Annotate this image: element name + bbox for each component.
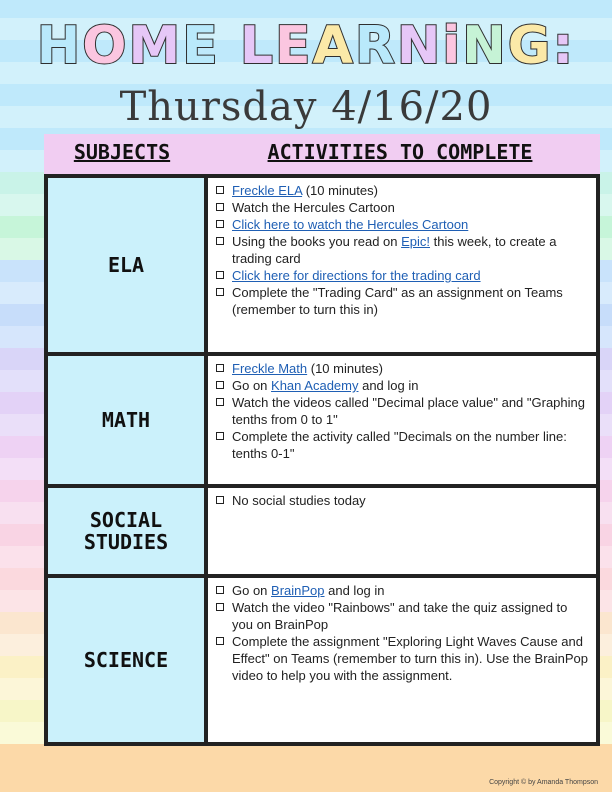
activity-item [216,199,588,216]
subject-cell [48,178,204,352]
page-subtitle-date: Thursday 4/16/20 [119,84,493,130]
activities-cell [208,578,596,742]
subject-label: SOCIAL STUDIES [83,508,169,554]
activity-link[interactable]: Freckle ELA [232,183,303,198]
activity-text: Complete the activity called "Decimals on the number line: tenths 0-1" [232,429,567,461]
activity-text: Complete the assignment "Exploring Light Waves Cause and Effect" on Teams (remember to turn this in). Use the BrainPop video to help you with the assignment. [232,634,589,683]
checkbox-icon[interactable] [216,637,224,645]
activity-text: and log in [358,378,419,393]
activity-text: Complete the "Trading Card" as an assignment on Teams (remember to turn this in) [232,285,563,317]
activity-link[interactable]: BrainPop [271,583,325,598]
activity-link[interactable]: Click here for directions for the trading card [232,268,481,283]
checkbox-icon[interactable] [216,364,224,372]
activity-item [216,599,588,633]
title-letter: M [128,16,183,76]
header-subjects: SUBJECTS [44,134,200,174]
checkbox-icon[interactable] [216,586,224,594]
activity-item [216,233,588,267]
activities-cell [208,178,596,352]
checkbox-icon[interactable] [216,603,224,611]
subject-cell [48,356,204,484]
activity-text: Watch the videos called "Decimal place value" and "Graphing tenths from 0 to 1" [232,395,585,427]
checkbox-icon[interactable] [216,398,224,406]
checkbox-icon[interactable] [216,220,224,228]
activity-item [216,182,588,199]
title-letter: L [239,16,276,76]
activity-item [216,633,588,684]
table-grid [44,174,600,746]
title-letter: N [396,16,443,76]
activity-link[interactable]: Khan Academy [271,378,359,393]
title-letter: E [182,16,220,76]
title-letter: N [462,16,508,76]
title-letter: G [507,16,553,76]
activities-cell [208,356,596,484]
checkbox-icon[interactable] [216,496,224,504]
activity-item [216,377,588,394]
checkbox-icon[interactable] [216,288,224,296]
activity-item [216,492,588,509]
title-letter: O [82,16,129,76]
activity-text: (10 minutes) [302,183,378,198]
activity-text: No social studies today [232,493,366,508]
subject-label: SCIENCE [83,648,169,672]
activity-text: and log in [324,583,385,598]
activity-text: this week, to create a trading card [232,234,557,266]
activity-text: Go on [232,583,272,598]
checkbox-icon[interactable] [216,432,224,440]
header-activities: ACTIVITIES TO COMPLETE [200,134,600,174]
title-letter: i [442,16,463,76]
activity-text: Watch the Hercules Cartoon [232,200,395,215]
title-letter: R [354,16,397,76]
activity-item [216,394,588,428]
subject-label: MATH [101,408,151,432]
activity-text: Using the books you read on [232,234,402,249]
schedule-table [44,134,600,746]
activity-text: (10 minutes) [307,361,384,376]
activities-cell [208,488,596,574]
activity-item [216,360,588,377]
subject-cell [48,578,204,742]
copyright-footer: Copyright © by Amanda Thompson [489,779,598,786]
checkbox-icon[interactable] [216,237,224,245]
page-title [0,16,612,76]
activity-item [216,267,588,284]
activity-item [216,284,588,318]
activity-link[interactable]: Freckle Math [232,361,308,376]
activity-item [216,428,588,462]
title-letter: A [312,16,355,76]
activity-text: Go on [232,378,272,393]
subject-label: ELA [107,253,145,277]
checkbox-icon[interactable] [216,186,224,194]
title-letter: : [552,16,576,76]
title-letter: H [36,16,83,76]
activity-item [216,582,588,599]
activity-text: Watch the video "Rainbows" and take the quiz assigned to you on BrainPop [232,600,568,632]
title-letter [220,16,240,76]
checkbox-icon[interactable] [216,271,224,279]
activity-link[interactable]: Epic! [401,234,431,249]
activity-item [216,216,588,233]
title-letter: E [275,16,313,76]
checkbox-icon[interactable] [216,381,224,389]
checkbox-icon[interactable] [216,203,224,211]
activity-link[interactable]: Click here to watch the Hercules Cartoon [232,217,469,232]
subject-cell [48,488,204,574]
